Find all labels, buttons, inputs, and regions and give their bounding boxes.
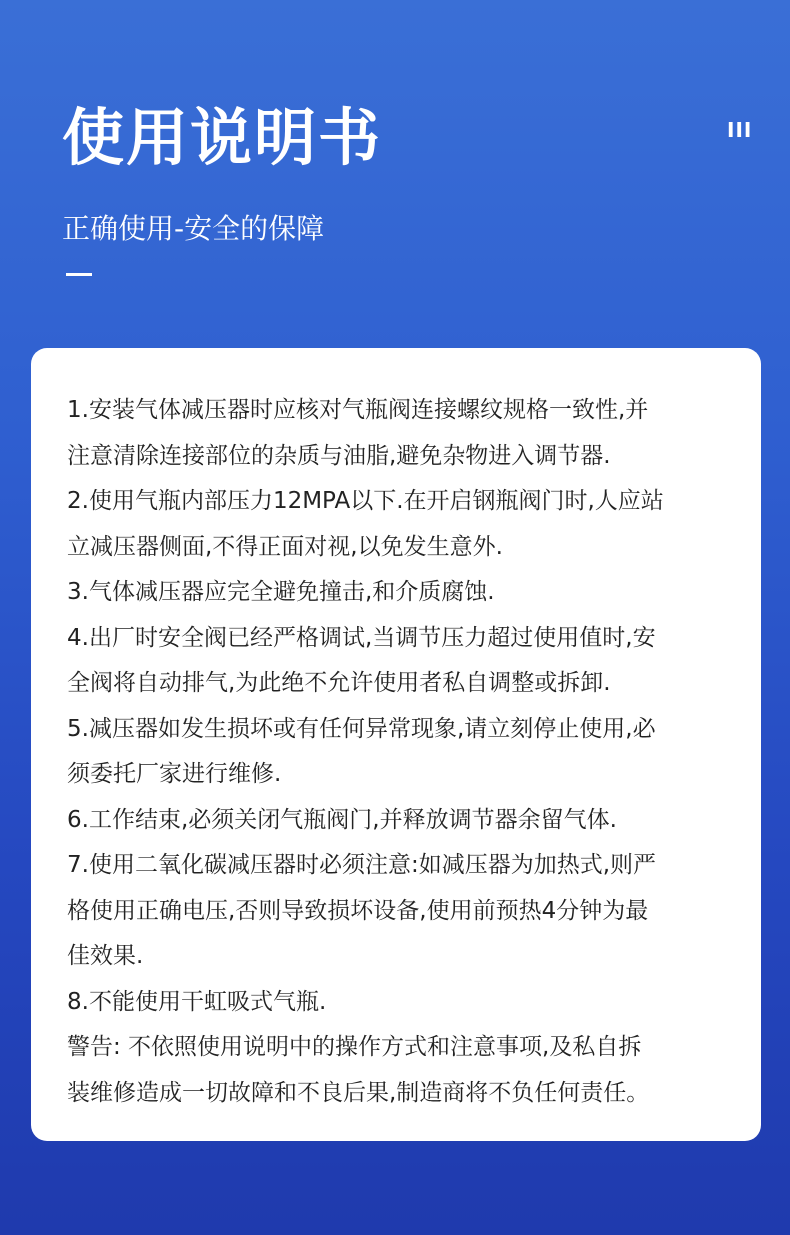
instruction-line: 佳效果. — [67, 943, 144, 969]
instruction-line: 须委托厂家进行维修. — [67, 761, 282, 787]
instruction-line: 6.工作结束,必须关闭气瓶阀门,并释放调节器余留气体. — [67, 806, 617, 833]
menu-mark-icon: III — [727, 118, 753, 142]
warning-line: 装维修造成一切故障和不良后果,制造商将不负任何责任。 — [67, 1079, 650, 1106]
warning-line: 警告: 不依照使用说明中的操作方式和注意事项,及私自拆 — [67, 1034, 642, 1060]
page-title: 使用说明书 — [62, 101, 383, 174]
instruction-line: 立减压器侧面,不得正面对视,以免发生意外. — [67, 533, 503, 560]
instruction-line: 2.使用气瓶内部压力12MPA以下.在开启钢瓶阀门时,人应站 — [67, 488, 664, 514]
instruction-line: 5.减压器如发生损坏或有任何异常现象,请立刻停止使用,必 — [67, 715, 656, 742]
page-subtitle: 正确使用-安全的保障 — [62, 212, 325, 245]
instruction-line: 1.安装气体减压器时应核对气瓶阀连接螺纹规格一致性,并 — [67, 397, 649, 423]
instruction-line: 格使用正确电压,否则导致损坏设备,使用前预热4分钟为最 — [67, 897, 649, 924]
title-divider — [66, 273, 92, 276]
instructions-card — [31, 348, 761, 1141]
instruction-line: 注意清除连接部位的杂质与油脂,避免杂物进入调节器. — [67, 442, 611, 469]
instruction-line: 4.出厂时安全阀已经严格调试,当调节压力超过使用值时,安 — [67, 624, 656, 651]
instruction-line: 8.不能使用干虹吸式气瓶. — [67, 988, 327, 1015]
instruction-line: 7.使用二氧化碳减压器时必须注意:如减压器为加热式,则严 — [67, 852, 657, 878]
instruction-line: 3.气体减压器应完全避免撞击,和介质腐蚀. — [67, 579, 495, 605]
instruction-line: 全阀将自动排气,为此绝不允许使用者私自调整或拆卸. — [67, 670, 611, 696]
